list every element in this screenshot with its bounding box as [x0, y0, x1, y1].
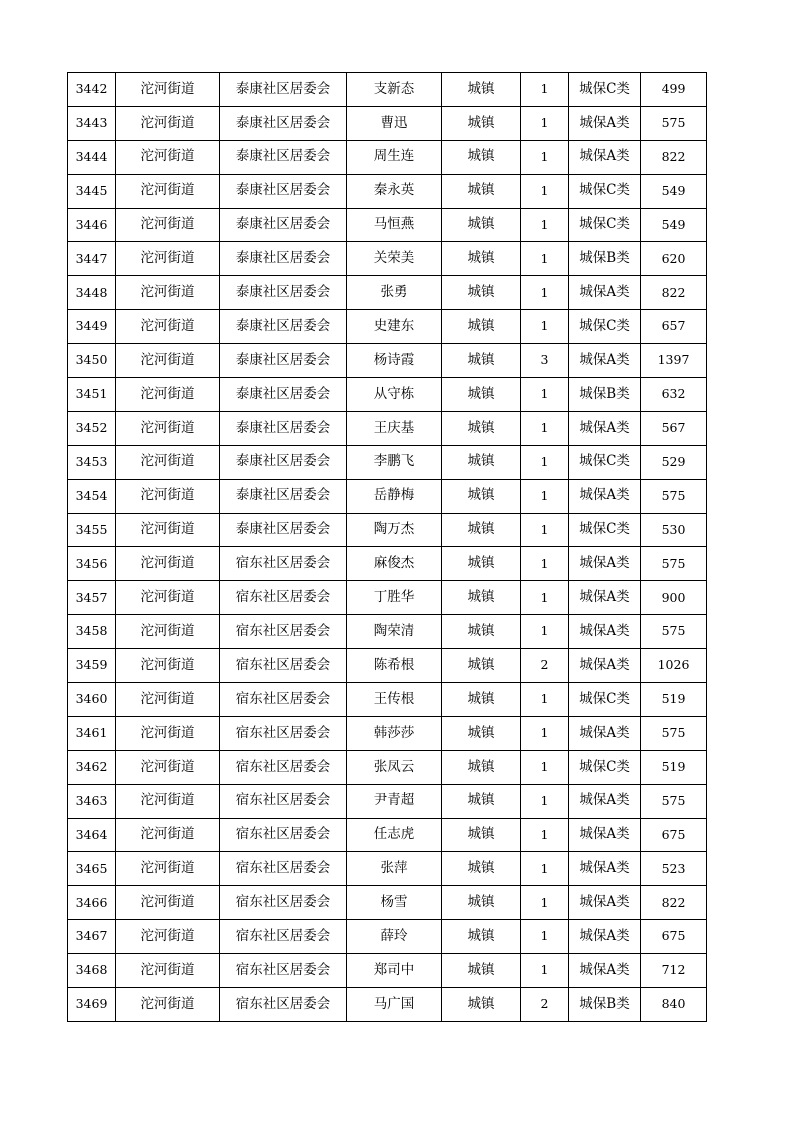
record-id-cell: 3449 — [68, 310, 116, 344]
area-type-cell: 城镇 — [442, 683, 521, 717]
category-cell: 城保C类 — [569, 174, 641, 208]
household-count-cell: 1 — [521, 615, 569, 649]
area-type-cell: 城镇 — [442, 310, 521, 344]
area-type-cell: 城镇 — [442, 920, 521, 954]
name-cell: 薛玲 — [347, 920, 442, 954]
area-type-cell: 城镇 — [442, 344, 521, 378]
name-cell: 史建东 — [347, 310, 442, 344]
community-cell: 宿东社区居委会 — [220, 886, 347, 920]
community-cell: 宿东社区居委会 — [220, 988, 347, 1022]
community-cell: 宿东社区居委会 — [220, 581, 347, 615]
household-count-cell: 1 — [521, 852, 569, 886]
household-count-cell: 3 — [521, 344, 569, 378]
household-count-cell: 1 — [521, 411, 569, 445]
street-cell: 沱河街道 — [116, 716, 220, 750]
table-row — [68, 750, 707, 784]
community-cell: 泰康社区居委会 — [220, 208, 347, 242]
amount-cell: 822 — [641, 276, 707, 310]
table-row — [68, 513, 707, 547]
community-cell: 宿东社区居委会 — [220, 750, 347, 784]
amount-cell: 900 — [641, 581, 707, 615]
area-type-cell: 城镇 — [442, 716, 521, 750]
amount-cell: 519 — [641, 683, 707, 717]
table-row — [68, 920, 707, 954]
community-cell: 宿东社区居委会 — [220, 852, 347, 886]
record-id-cell: 3461 — [68, 716, 116, 750]
household-count-cell: 1 — [521, 378, 569, 412]
household-count-cell: 1 — [521, 242, 569, 276]
name-cell: 张凤云 — [347, 750, 442, 784]
community-cell: 泰康社区居委会 — [220, 73, 347, 107]
table-row — [68, 344, 707, 378]
community-cell: 宿东社区居委会 — [220, 716, 347, 750]
table-row — [68, 886, 707, 920]
household-count-cell: 1 — [521, 683, 569, 717]
household-count-cell: 2 — [521, 649, 569, 683]
category-cell: 城保A类 — [569, 818, 641, 852]
amount-cell: 575 — [641, 547, 707, 581]
table-row — [68, 818, 707, 852]
street-cell: 沱河街道 — [116, 988, 220, 1022]
amount-cell: 1397 — [641, 344, 707, 378]
record-id-cell: 3455 — [68, 513, 116, 547]
community-cell: 宿东社区居委会 — [220, 683, 347, 717]
amount-cell: 575 — [641, 106, 707, 140]
area-type-cell: 城镇 — [442, 547, 521, 581]
street-cell: 沱河街道 — [116, 547, 220, 581]
amount-cell: 567 — [641, 411, 707, 445]
community-cell: 泰康社区居委会 — [220, 445, 347, 479]
record-id-cell: 3444 — [68, 140, 116, 174]
household-count-cell: 2 — [521, 988, 569, 1022]
table-row — [68, 479, 707, 513]
community-cell: 泰康社区居委会 — [220, 378, 347, 412]
roster-table-body — [68, 73, 707, 1022]
area-type-cell: 城镇 — [442, 73, 521, 107]
community-cell: 泰康社区居委会 — [220, 513, 347, 547]
street-cell: 沱河街道 — [116, 140, 220, 174]
street-cell: 沱河街道 — [116, 378, 220, 412]
record-id-cell: 3446 — [68, 208, 116, 242]
record-id-cell: 3469 — [68, 988, 116, 1022]
record-id-cell: 3453 — [68, 445, 116, 479]
amount-cell: 529 — [641, 445, 707, 479]
roster-table — [67, 72, 707, 1022]
table-row — [68, 174, 707, 208]
category-cell: 城保A类 — [569, 581, 641, 615]
category-cell: 城保C类 — [569, 750, 641, 784]
amount-cell: 519 — [641, 750, 707, 784]
household-count-cell: 1 — [521, 750, 569, 784]
street-cell: 沱河街道 — [116, 750, 220, 784]
table-row — [68, 310, 707, 344]
amount-cell: 675 — [641, 920, 707, 954]
name-cell: 任志虎 — [347, 818, 442, 852]
amount-cell: 840 — [641, 988, 707, 1022]
amount-cell: 712 — [641, 954, 707, 988]
record-id-cell: 3467 — [68, 920, 116, 954]
amount-cell: 657 — [641, 310, 707, 344]
record-id-cell: 3450 — [68, 344, 116, 378]
category-cell: 城保A类 — [569, 276, 641, 310]
street-cell: 沱河街道 — [116, 242, 220, 276]
record-id-cell: 3447 — [68, 242, 116, 276]
street-cell: 沱河街道 — [116, 649, 220, 683]
name-cell: 陶万杰 — [347, 513, 442, 547]
street-cell: 沱河街道 — [116, 683, 220, 717]
record-id-cell: 3459 — [68, 649, 116, 683]
street-cell: 沱河街道 — [116, 852, 220, 886]
name-cell: 关荣美 — [347, 242, 442, 276]
table-row — [68, 547, 707, 581]
record-id-cell: 3462 — [68, 750, 116, 784]
area-type-cell: 城镇 — [442, 886, 521, 920]
record-id-cell: 3443 — [68, 106, 116, 140]
table-row — [68, 276, 707, 310]
amount-cell: 575 — [641, 479, 707, 513]
area-type-cell: 城镇 — [442, 445, 521, 479]
table-row — [68, 106, 707, 140]
community-cell: 宿东社区居委会 — [220, 649, 347, 683]
record-id-cell: 3463 — [68, 784, 116, 818]
street-cell: 沱河街道 — [116, 479, 220, 513]
street-cell: 沱河街道 — [116, 174, 220, 208]
community-cell: 泰康社区居委会 — [220, 276, 347, 310]
category-cell: 城保A类 — [569, 920, 641, 954]
record-id-cell: 3466 — [68, 886, 116, 920]
amount-cell: 632 — [641, 378, 707, 412]
name-cell: 曹迅 — [347, 106, 442, 140]
street-cell: 沱河街道 — [116, 276, 220, 310]
street-cell: 沱河街道 — [116, 310, 220, 344]
community-cell: 泰康社区居委会 — [220, 344, 347, 378]
table-row — [68, 140, 707, 174]
table-row — [68, 411, 707, 445]
category-cell: 城保B类 — [569, 378, 641, 412]
community-cell: 宿东社区居委会 — [220, 615, 347, 649]
table-row — [68, 649, 707, 683]
category-cell: 城保A类 — [569, 547, 641, 581]
area-type-cell: 城镇 — [442, 174, 521, 208]
name-cell: 韩莎莎 — [347, 716, 442, 750]
area-type-cell: 城镇 — [442, 276, 521, 310]
area-type-cell: 城镇 — [442, 513, 521, 547]
street-cell: 沱河街道 — [116, 344, 220, 378]
household-count-cell: 1 — [521, 954, 569, 988]
record-id-cell: 3452 — [68, 411, 116, 445]
area-type-cell: 城镇 — [442, 784, 521, 818]
table-row — [68, 683, 707, 717]
record-id-cell: 3468 — [68, 954, 116, 988]
area-type-cell: 城镇 — [442, 411, 521, 445]
record-id-cell: 3448 — [68, 276, 116, 310]
street-cell: 沱河街道 — [116, 886, 220, 920]
area-type-cell: 城镇 — [442, 852, 521, 886]
name-cell: 尹青超 — [347, 784, 442, 818]
household-count-cell: 1 — [521, 73, 569, 107]
table-row — [68, 988, 707, 1022]
household-count-cell: 1 — [521, 174, 569, 208]
amount-cell: 549 — [641, 174, 707, 208]
table-row — [68, 852, 707, 886]
household-count-cell: 1 — [521, 513, 569, 547]
household-count-cell: 1 — [521, 445, 569, 479]
name-cell: 杨雪 — [347, 886, 442, 920]
name-cell: 麻俊杰 — [347, 547, 442, 581]
name-cell: 郑司中 — [347, 954, 442, 988]
amount-cell: 575 — [641, 716, 707, 750]
amount-cell: 675 — [641, 818, 707, 852]
area-type-cell: 城镇 — [442, 649, 521, 683]
record-id-cell: 3457 — [68, 581, 116, 615]
amount-cell: 575 — [641, 615, 707, 649]
record-id-cell: 3465 — [68, 852, 116, 886]
name-cell: 杨诗霞 — [347, 344, 442, 378]
category-cell: 城保A类 — [569, 106, 641, 140]
name-cell: 马广国 — [347, 988, 442, 1022]
category-cell: 城保A类 — [569, 886, 641, 920]
category-cell: 城保A类 — [569, 716, 641, 750]
category-cell: 城保A类 — [569, 615, 641, 649]
category-cell: 城保A类 — [569, 140, 641, 174]
household-count-cell: 1 — [521, 479, 569, 513]
record-id-cell: 3456 — [68, 547, 116, 581]
street-cell: 沱河街道 — [116, 106, 220, 140]
name-cell: 张勇 — [347, 276, 442, 310]
community-cell: 泰康社区居委会 — [220, 479, 347, 513]
name-cell: 李鹏飞 — [347, 445, 442, 479]
area-type-cell: 城镇 — [442, 954, 521, 988]
name-cell: 从守栋 — [347, 378, 442, 412]
amount-cell: 620 — [641, 242, 707, 276]
table-row — [68, 73, 707, 107]
name-cell: 马恒燕 — [347, 208, 442, 242]
record-id-cell: 3445 — [68, 174, 116, 208]
community-cell: 宿东社区居委会 — [220, 547, 347, 581]
category-cell: 城保A类 — [569, 649, 641, 683]
household-count-cell: 1 — [521, 920, 569, 954]
community-cell: 泰康社区居委会 — [220, 174, 347, 208]
category-cell: 城保B类 — [569, 988, 641, 1022]
category-cell: 城保C类 — [569, 73, 641, 107]
community-cell: 宿东社区居委会 — [220, 818, 347, 852]
record-id-cell: 3442 — [68, 73, 116, 107]
table-row — [68, 378, 707, 412]
street-cell: 沱河街道 — [116, 513, 220, 547]
amount-cell: 499 — [641, 73, 707, 107]
amount-cell: 549 — [641, 208, 707, 242]
name-cell: 岳静梅 — [347, 479, 442, 513]
household-count-cell: 1 — [521, 140, 569, 174]
amount-cell: 523 — [641, 852, 707, 886]
community-cell: 泰康社区居委会 — [220, 310, 347, 344]
community-cell: 宿东社区居委会 — [220, 954, 347, 988]
table-row — [68, 242, 707, 276]
table-row — [68, 615, 707, 649]
name-cell: 陈希根 — [347, 649, 442, 683]
category-cell: 城保A类 — [569, 784, 641, 818]
street-cell: 沱河街道 — [116, 920, 220, 954]
street-cell: 沱河街道 — [116, 411, 220, 445]
area-type-cell: 城镇 — [442, 818, 521, 852]
street-cell: 沱河街道 — [116, 445, 220, 479]
household-count-cell: 1 — [521, 818, 569, 852]
amount-cell: 822 — [641, 886, 707, 920]
record-id-cell: 3460 — [68, 683, 116, 717]
name-cell: 周生连 — [347, 140, 442, 174]
category-cell: 城保C类 — [569, 513, 641, 547]
area-type-cell: 城镇 — [442, 208, 521, 242]
area-type-cell: 城镇 — [442, 106, 521, 140]
community-cell: 宿东社区居委会 — [220, 784, 347, 818]
amount-cell: 822 — [641, 140, 707, 174]
area-type-cell: 城镇 — [442, 581, 521, 615]
category-cell: 城保A类 — [569, 852, 641, 886]
record-id-cell: 3464 — [68, 818, 116, 852]
street-cell: 沱河街道 — [116, 954, 220, 988]
record-id-cell: 3451 — [68, 378, 116, 412]
household-count-cell: 1 — [521, 208, 569, 242]
street-cell: 沱河街道 — [116, 818, 220, 852]
area-type-cell: 城镇 — [442, 378, 521, 412]
household-count-cell: 1 — [521, 784, 569, 818]
category-cell: 城保C类 — [569, 445, 641, 479]
category-cell: 城保C类 — [569, 310, 641, 344]
name-cell: 王庆基 — [347, 411, 442, 445]
table-row — [68, 208, 707, 242]
category-cell: 城保C类 — [569, 683, 641, 717]
record-id-cell: 3458 — [68, 615, 116, 649]
category-cell: 城保B类 — [569, 242, 641, 276]
area-type-cell: 城镇 — [442, 479, 521, 513]
street-cell: 沱河街道 — [116, 208, 220, 242]
name-cell: 丁胜华 — [347, 581, 442, 615]
household-count-cell: 1 — [521, 886, 569, 920]
category-cell: 城保C类 — [569, 208, 641, 242]
street-cell: 沱河街道 — [116, 581, 220, 615]
category-cell: 城保A类 — [569, 954, 641, 988]
street-cell: 沱河街道 — [116, 73, 220, 107]
category-cell: 城保A类 — [569, 344, 641, 378]
name-cell: 秦永英 — [347, 174, 442, 208]
category-cell: 城保A类 — [569, 411, 641, 445]
household-count-cell: 1 — [521, 716, 569, 750]
record-id-cell: 3454 — [68, 479, 116, 513]
amount-cell: 1026 — [641, 649, 707, 683]
table-row — [68, 581, 707, 615]
area-type-cell: 城镇 — [442, 750, 521, 784]
household-count-cell: 1 — [521, 310, 569, 344]
category-cell: 城保A类 — [569, 479, 641, 513]
community-cell: 泰康社区居委会 — [220, 140, 347, 174]
household-count-cell: 1 — [521, 547, 569, 581]
table-row — [68, 445, 707, 479]
street-cell: 沱河街道 — [116, 615, 220, 649]
table-row — [68, 954, 707, 988]
community-cell: 泰康社区居委会 — [220, 106, 347, 140]
area-type-cell: 城镇 — [442, 140, 521, 174]
community-cell: 泰康社区居委会 — [220, 242, 347, 276]
name-cell: 支新态 — [347, 73, 442, 107]
table-row — [68, 784, 707, 818]
street-cell: 沱河街道 — [116, 784, 220, 818]
area-type-cell: 城镇 — [442, 988, 521, 1022]
household-count-cell: 1 — [521, 106, 569, 140]
amount-cell: 530 — [641, 513, 707, 547]
name-cell: 陶荣清 — [347, 615, 442, 649]
name-cell: 王传根 — [347, 683, 442, 717]
name-cell: 张萍 — [347, 852, 442, 886]
household-count-cell: 1 — [521, 581, 569, 615]
community-cell: 泰康社区居委会 — [220, 411, 347, 445]
community-cell: 宿东社区居委会 — [220, 920, 347, 954]
area-type-cell: 城镇 — [442, 242, 521, 276]
amount-cell: 575 — [641, 784, 707, 818]
table-row — [68, 716, 707, 750]
household-count-cell: 1 — [521, 276, 569, 310]
area-type-cell: 城镇 — [442, 615, 521, 649]
